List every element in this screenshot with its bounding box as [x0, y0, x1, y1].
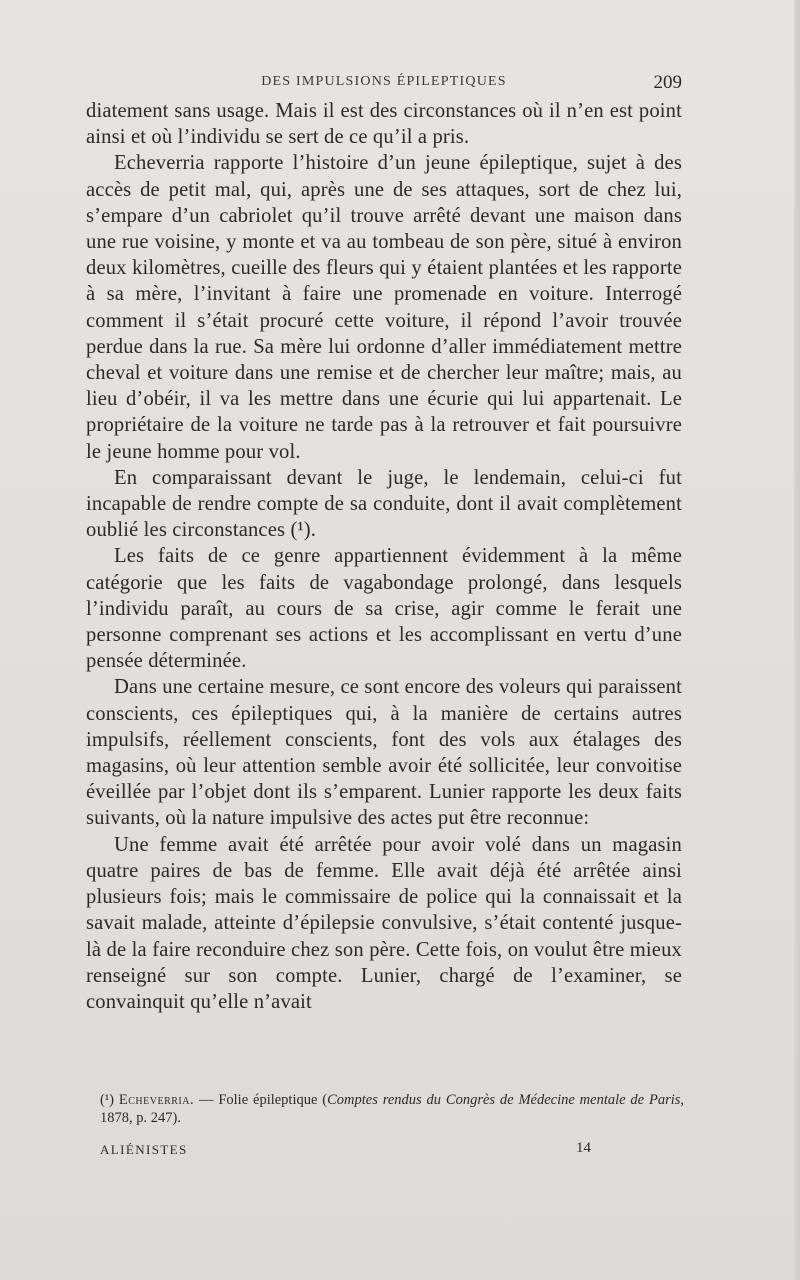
- paragraph-6: Une femme avait été arrêtée pour avoir volé dans un magasin quatre paires de bas de femme. Elle avait déjà été arrêtée ainsi plusieurs fois; mais le commissaire de police qui la connaissait et la savait malade, atteinte d’épilepsie convulsive, s’était contenté jusque-là de la faire reconduire chez son père. Cette fois, on voulut être mieux renseigné sur son compte. Lunier, chargé de l’examiner, se convainquit qu’elle n’avait: [86, 833, 682, 1013]
- paragraph-4: Les faits de ce genre appartiennent évidemment à la même catégorie que les faits de vagabondage prolongé, dans lesquels l’individu paraît, au cours de sa crise, agir comme le ferait une personne comprenant ses actions et les accomplissant en vertu d’une pensée déterminée.: [86, 545, 682, 673]
- running-head: DES IMPULSIONS ÉPILEPTIQUES: [261, 74, 507, 89]
- page-edge: [794, 0, 800, 1280]
- body-text: [86, 98, 682, 1015]
- paragraph-2: Echeverria rapporte l’histoire d’un jeune épileptique, sujet à des accès de petit mal, qui, après une de ses attaques, sort de chez lui, s’empare d’un cabriolet qu’il trouve arrêté devant une maison dans une rue voisine, y monte et va au tombeau de son père, situé à environ deux kilomètres, cueille des fleurs qui y étaient plantées et les rapporte à sa mère, l’invitant à faire une promenade en voiture. Interrogé comment il s’était procuré cette voiture, il répond l’avoir trouvée perdue dans la rue. Sa mère lui ordonne d’aller immédiatement mettre cheval et voiture dans une remise et de chercher leur maître; mais, au lieu d’obéir, il va les mettre dans une écurie qui lui appartenait. Le propriétaire de la voiture ne tarde pas à la retrouver et fait poursuivre le jeune homme pour vol.: [86, 152, 682, 463]
- footnote-author: Echeverria.: [118, 1092, 195, 1108]
- footnote-marker: (¹): [100, 1092, 115, 1108]
- footnote-dash: — Folie épileptique (: [194, 1092, 328, 1108]
- footnote: [100, 1091, 684, 1127]
- footnote-details: , 1878, p. 247).: [100, 1092, 685, 1126]
- printer-signature: ALIÉNISTES: [100, 1142, 188, 1157]
- paragraph-3: En comparaissant devant le juge, le lendemain, celui-ci fut incapable de rendre compte de sa conduite, dont il avait complètement oublié les circonstances (¹).: [86, 466, 682, 542]
- paragraph-5: Dans une certaine mesure, ce sont encore des voleurs qui paraissent conscients, ces épileptiques qui, à la manière de certains autres impulsifs, réellement conscients, font des vols aux étalages des magasins, où leur attention semble avoir été sollicitée, leur convoitise éveillée par l’objet dont ils s’emparent. Lunier rapporte les deux faits suivants, où la nature impulsive des actes put être reconnue:: [86, 676, 682, 830]
- page-header: [86, 74, 682, 98]
- signature-number: 14: [576, 1140, 591, 1156]
- footnote-title: Comptes rendus du Congrès de Médecine mentale de Paris: [327, 1092, 681, 1108]
- paragraph-1: diatement sans usage. Mais il est des circonstances où il n’en est point ainsi et où l’individu se sert de ce qu’il a pris.: [86, 100, 682, 149]
- page-number: 209: [653, 72, 682, 93]
